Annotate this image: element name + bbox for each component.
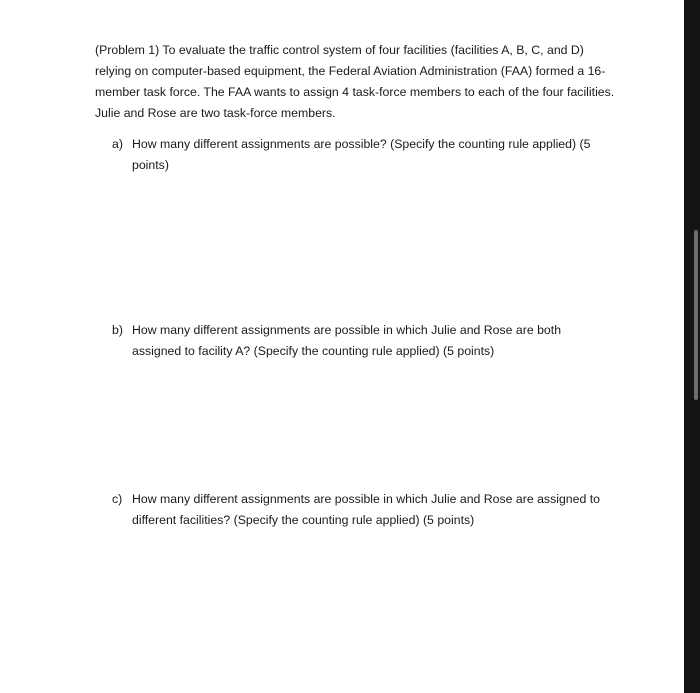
question-a-text: How many different assignments are possible? (Specify the counting rule applied) (5 points)	[132, 137, 591, 172]
question-c-text: How many different assignments are possible in which Julie and Rose are assigned to different facilities? (Specify the counting rule applied) (5 points)	[132, 492, 600, 527]
scroll-indicator	[694, 230, 698, 400]
question-a-label: a)	[112, 137, 123, 151]
question-c	[112, 489, 612, 531]
question-b	[112, 320, 612, 362]
question-c-label: c)	[112, 492, 123, 506]
question-b-text: How many different assignments are possible in which Julie and Rose are both assigned to facility A? (Specify the counting rule applied) (5 points)	[132, 323, 562, 358]
problem-intro: (Problem 1) To evaluate the traffic control system of four facilities (facilities A, B, C, and D) relying on computer-based equipment, the Federal Aviation Administration (FAA) formed a 16-member task force. The FAA wants to assign 4 task-force members to each of the four facilities. Julie and Rose are two task-force members.	[95, 43, 615, 120]
question-b-label: b)	[112, 323, 123, 337]
question-a	[112, 134, 612, 176]
